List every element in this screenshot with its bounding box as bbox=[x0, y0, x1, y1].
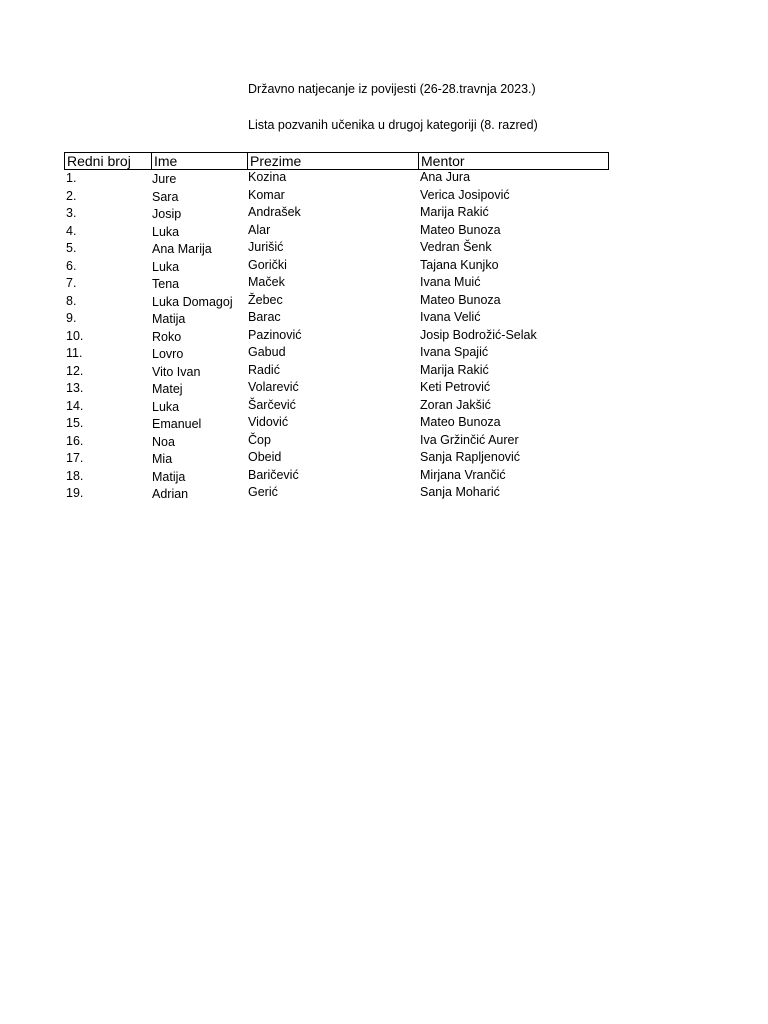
row-mentor: Mateo Bunoza bbox=[420, 222, 501, 237]
row-mentor: Ivana Velić bbox=[420, 310, 481, 324]
row-mentor: Iva Gržinčić Aurer bbox=[420, 432, 519, 447]
row-first-name: Luka bbox=[152, 399, 180, 414]
row-number: 9. bbox=[66, 311, 77, 325]
row-mentor: Zoran Jakšić bbox=[420, 397, 491, 412]
row-last-name: Šarčević bbox=[248, 397, 296, 412]
row-first-name: Emanuel bbox=[152, 417, 202, 431]
column-header-ime: Ime bbox=[151, 153, 247, 169]
row-last-name: Žebec bbox=[248, 292, 283, 307]
row-mentor: Mirjana Vrančić bbox=[420, 467, 506, 482]
row-number: 11. bbox=[66, 346, 83, 360]
row-mentor: Marija Rakić bbox=[420, 205, 489, 219]
row-first-name: Matej bbox=[152, 382, 183, 396]
row-last-name: Volarević bbox=[248, 380, 299, 394]
row-number: 6. bbox=[66, 258, 77, 273]
row-last-name: Čop bbox=[248, 432, 271, 447]
row-first-name: Luka bbox=[152, 224, 180, 239]
row-mentor: Verica Josipović bbox=[420, 187, 510, 202]
row-first-name: Jure bbox=[152, 172, 177, 186]
row-mentor: Ivana Spajić bbox=[420, 345, 489, 359]
row-mentor: Josip Bodrožić-Selak bbox=[420, 327, 537, 342]
row-number: 16. bbox=[66, 433, 84, 448]
row-number: 19. bbox=[66, 486, 84, 500]
row-mentor: Ivana Muić bbox=[420, 275, 481, 289]
row-first-name: Noa bbox=[152, 434, 175, 449]
row-number: 2. bbox=[66, 188, 77, 203]
row-last-name: Maček bbox=[248, 275, 285, 289]
row-mentor: Keti Petrović bbox=[420, 380, 491, 394]
row-number: 1. bbox=[66, 171, 77, 185]
row-first-name: Sara bbox=[152, 189, 179, 204]
row-first-name: Josip bbox=[152, 207, 182, 221]
row-first-name: Vito Ivan bbox=[152, 364, 201, 379]
row-first-name: Matija bbox=[152, 469, 186, 484]
row-mentor: Mateo Bunoza bbox=[420, 415, 501, 429]
row-mentor: Ana Jura bbox=[420, 170, 471, 184]
row-last-name: Vidović bbox=[248, 415, 289, 429]
row-first-name: Mia bbox=[152, 452, 173, 466]
row-mentor: Mateo Bunoza bbox=[420, 292, 501, 307]
row-last-name: Baričević bbox=[248, 467, 299, 482]
document-subtitle: Lista pozvanih učenika u drugoj kategoriji (8. razred) bbox=[248, 118, 538, 132]
row-last-name: Obeid bbox=[248, 450, 282, 464]
row-number: 18. bbox=[66, 468, 84, 483]
row-last-name: Gorički bbox=[248, 257, 287, 272]
row-last-name: Gerić bbox=[248, 485, 278, 499]
row-number: 13. bbox=[66, 381, 84, 395]
row-first-name: Matija bbox=[152, 312, 186, 326]
row-first-name: Roko bbox=[152, 329, 182, 344]
row-last-name: Andrašek bbox=[248, 205, 301, 219]
row-number: 17. bbox=[66, 451, 84, 465]
column-header-mentor: Mentor bbox=[418, 153, 608, 169]
row-mentor: Tajana Kunjko bbox=[420, 257, 499, 272]
row-last-name: Barac bbox=[248, 310, 281, 324]
row-last-name: Pazinović bbox=[248, 327, 302, 342]
row-first-name: Adrian bbox=[152, 487, 189, 501]
row-number: 4. bbox=[66, 223, 77, 238]
row-number: 10. bbox=[66, 328, 84, 343]
row-first-name: Luka Domagoj bbox=[152, 294, 233, 309]
row-number: 3. bbox=[66, 206, 77, 220]
row-first-name: Lovro bbox=[152, 347, 184, 361]
row-last-name: Jurišić bbox=[248, 240, 284, 254]
table-header bbox=[64, 152, 609, 170]
row-first-name: Ana Marija bbox=[152, 242, 212, 256]
row-first-name: Tena bbox=[152, 277, 180, 291]
column-header-prezime: Prezime bbox=[247, 153, 418, 169]
row-first-name: Luka bbox=[152, 259, 180, 274]
row-number: 14. bbox=[66, 398, 84, 413]
row-number: 12. bbox=[66, 363, 84, 378]
document-title: Državno natjecanje iz povijesti (26-28.travnja 2023.) bbox=[248, 82, 536, 96]
row-mentor: Sanja Rapljenović bbox=[420, 450, 521, 464]
row-number: 15. bbox=[66, 416, 84, 430]
row-last-name: Radić bbox=[248, 362, 280, 377]
row-last-name: Kozina bbox=[248, 170, 287, 184]
row-last-name: Alar bbox=[248, 222, 271, 237]
row-number: 7. bbox=[66, 276, 77, 290]
row-mentor: Vedran Šenk bbox=[420, 240, 492, 254]
row-mentor: Sanja Moharić bbox=[420, 485, 500, 499]
row-mentor: Marija Rakić bbox=[420, 362, 489, 377]
row-number: 5. bbox=[66, 241, 77, 255]
column-header-redni-broj: Redni broj bbox=[67, 153, 131, 169]
row-number: 8. bbox=[66, 293, 77, 308]
row-last-name: Gabud bbox=[248, 345, 286, 359]
row-last-name: Komar bbox=[248, 187, 285, 202]
